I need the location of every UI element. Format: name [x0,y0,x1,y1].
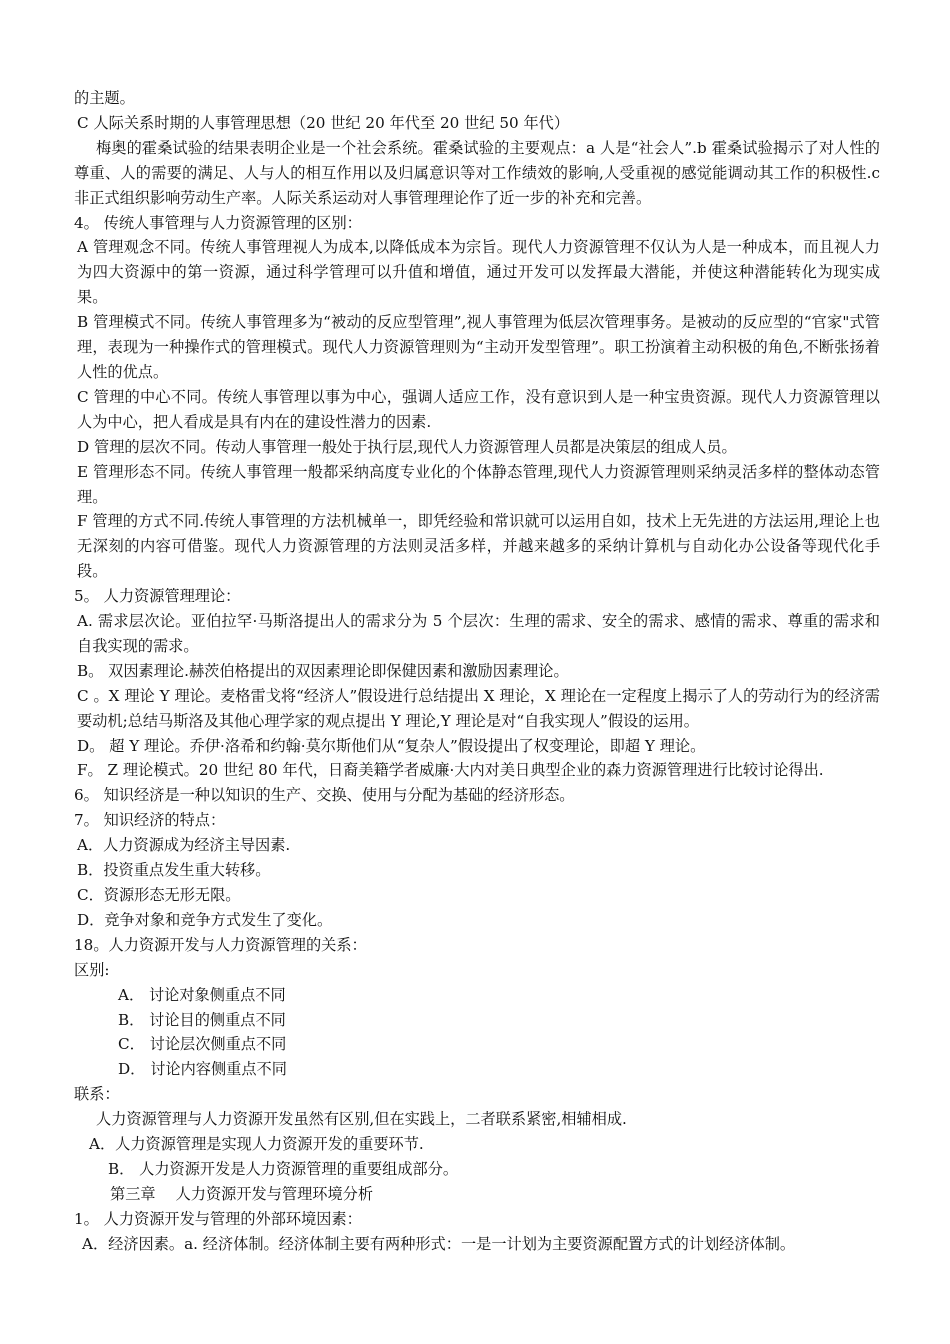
list-item: A． 讨论对象侧重点不同 [118,985,286,1004]
chapter-title: 第三章 人力资源开发与管理环境分析 [110,1184,374,1203]
numbered-heading: 5。 人力资源管理理论： [74,587,241,606]
list-item: D． 讨论内容侧重点不同 [118,1060,287,1079]
paragraph: E 管理形态不同。传统人事管理一般都采纳高度专业化的个体静态管理,现代人力资源管理则采纳灵活多样的整体动态管理。 [77,462,880,506]
paragraph: A. 需求层次论。亚伯拉罕·马斯洛提出人的需求分为 5 个层次：生理的需求、安全的需求、感情的需求、尊重的需求和自我实现的需求。 [77,612,880,655]
paragraph: F 管理的方式不同.传统人事管理的方法机械单一，即凭经验和常识就可以运用自如，技术上无先进的方法运用,理论上也无深刻的内容可借鉴。现代人力资源管理的方法则灵活多样，并越来越多的采纳计算机与自动化办公设备等现代化手段。 [77,512,880,581]
paragraph: D。 超 Y 理论。乔伊·洛希和约翰·莫尔斯他们从“复杂人”假设提出了权变理论，即超 Y 理论。 [77,736,706,755]
text-line: 的主题。 [74,89,135,107]
numbered-heading: 7。 知识经济的特点： [74,811,226,830]
list-item: B． 人力资源开发是人力资源管理的重要组成部分。 [108,1159,459,1178]
list-item: A．人力资源管理是实现人力资源开发的重要环节. [89,1135,424,1154]
paragraph: C 。X 理论 Y 理论。麦格雷戈将“经济人”假设进行总结提出 X 理论，X 理论在一定程度上揭示了人的劳动行为的经济需要动机;总结马斯洛及其他心理学家的观点提出 Y 理论,Y 理论是对“自我实现人”假设的运用。 [77,686,880,730]
text-line: 联系： [74,1085,120,1104]
paragraph: F。 Z 理论模式。20 世纪 80 年代，日裔美籍学者威廉·大内对美日典型企业的森力资源管理进行比较讨论得出. [77,761,824,780]
list-item: D．竞争对象和竞争方式发生了变化。 [77,910,333,929]
numbered-heading: 18。人力资源开发与人力资源管理的关系： [74,935,367,954]
list-item: C．资源形态无形无限。 [77,886,241,904]
paragraph: B 管理模式不同。传统人事管理多为“被动的反应型管理”,视人事管理为低层次管理事务。是被动的反应型的“官家"式管理，表现为一种操作式的管理模式。现代人力资源管理则为“主动开发型管理”。职工扮演着主动积极的角色,不断张扬着人性的优点。 [77,313,880,381]
numbered-heading: 1。 人力资源开发与管理的外部环境因素： [74,1209,362,1228]
paragraph: B。 双因素理论.赫茨伯格提出的双因素理论即保健因素和激励因素理论。 [77,661,569,680]
list-item: C． 讨论层次侧重点不同 [118,1035,287,1054]
paragraph: A 管理观念不同。传统人事管理视人为成本,以降低成本为宗旨。现代人力资源管理不仅认为人是一种成本，而且视人力为四大资源中的第一资源，通过科学管理可以升值和增值，通过开发可以发挥最大潜能，并使这种潜能转化为现实成果。 [77,238,880,307]
text-line: 区别: [74,960,110,979]
list-item: B．投资重点发生重大转移。 [77,861,271,880]
section-heading: C 人际关系时期的人事管理思想（20 世纪 20 年代至 20 世纪 50 年代） [77,113,570,132]
document-page [74,86,880,1257]
paragraph: 人力资源管理与人力资源开发虽然有区别,但在实践上，二者联系紧密,相辅相成. [96,1110,627,1129]
list-item: A．人力资源成为经济主导因素. [77,836,291,855]
paragraph: A．经济因素。a. 经济体制。经济体制主要有两种形式：一是一计划为主要资源配置方式的计划经济体制。 [82,1234,796,1253]
paragraph: 梅奥的霍桑试验的结果表明企业是一个社会系统。霍桑试验的主要观点：a 人是“社会人”.b 霍桑试验揭示了对人性的尊重、人的需要的满足、人与人的相互作用以及归属意识等对工作绩效的影响,人受重视的感觉能调动其工作的积极性.c 非正式组织影响劳动生产率。人际关系运动对人事管理理论作了近一步的补充和完善。 [74,138,880,207]
numbered-heading: 6。 知识经济是一种以知识的生产、交换、使用与分配为基础的经济形态。 [74,786,575,805]
list-item: B． 讨论目的侧重点不同 [118,1010,286,1029]
paragraph: C 管理的中心不同。传统人事管理以事为中心，强调人适应工作，没有意识到人是一种宝贵资源。现代人力资源管理以人为中心，把人看成是具有内在的建设性潜力的因素. [77,387,880,431]
numbered-heading: 4。 传统人事管理与人力资源管理的区别： [74,213,362,232]
paragraph: D 管理的层次不同。传动人事管理一般处于执行层,现代人力资源管理人员都是决策层的组成人员。 [77,437,737,456]
